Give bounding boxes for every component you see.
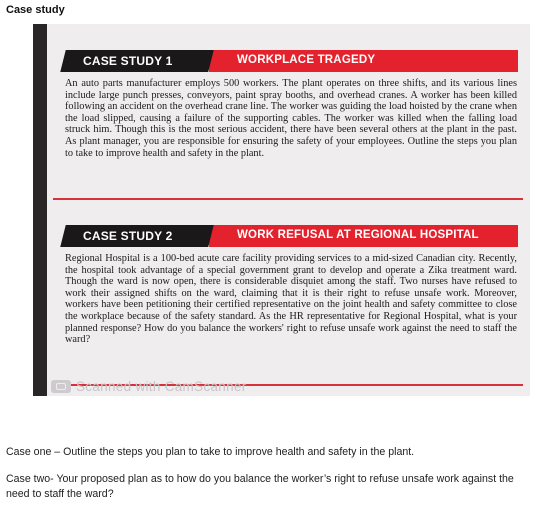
question-case-one: Case one – Outline the steps you plan to take to improve health and safety in the plant. <box>6 446 415 458</box>
case-study-2-text: Regional Hospital is a 100-bed acute care facility providing services to a mid-sized Canadian city. Recently, the hospital took advantage of a special government grant to develop and operate a Zika treatment ward. Though the ward is now open, there is considerable disquiet among the staff. Two nurses have refused to work their assigned shifts on the ward, claiming that it is their right to refuse unsafe work. Moreover, workers have been petitioning their certified representative on the joint health and safety committee to close the workplace because of the safety standard. As the HR representative for Regional Hospital, what is your planned response? How do you balance the workers' right to refuse unsafe work against the need to staff the ward? <box>65 253 517 346</box>
case-study-1-title: WORKPLACE TRAGEDY <box>237 54 376 66</box>
case-study-1-text: An auto parts manufacturer employs 500 workers. The plant operates on three shifts, and its various lines include large punch presses, conveyors, paint spray booths, and overhead cranes. A worker has been killed following an accident on the overhead crane line. The worker was guiding the load hoisted by the crane when the load slipped, causing a failure of the supporting cables. The worker was killed when the falling load struck him. Though this is the most serious accident, there have been several others at the plant in the past. As plant manager, you are responsible for ensuring the safety of your employees. Outline the steps you plan to take to improve health and safety in the plant. <box>65 78 517 159</box>
camscanner-watermark <box>51 379 247 394</box>
question-case-two: Case two- Your proposed plan as to how do you balance the worker’s right to refuse unsafe work against the need to staff the ward? <box>6 473 514 500</box>
case-study-1-divider <box>53 198 523 200</box>
page-heading: Case study <box>6 4 65 16</box>
case-study-2-header <box>63 225 518 247</box>
case-study-2-title: WORK REFUSAL AT REGIONAL HOSPITAL <box>237 229 479 241</box>
case-study-1-header <box>63 50 518 72</box>
camscanner-logo-icon <box>51 380 71 393</box>
scanned-page-image <box>33 24 530 396</box>
watermark-text: Scanned with CamScanner <box>76 379 247 394</box>
case-study-2-number: CASE STUDY 2 <box>83 229 173 243</box>
case-study-1-number: CASE STUDY 1 <box>83 54 173 68</box>
scan-left-edge <box>33 24 47 396</box>
